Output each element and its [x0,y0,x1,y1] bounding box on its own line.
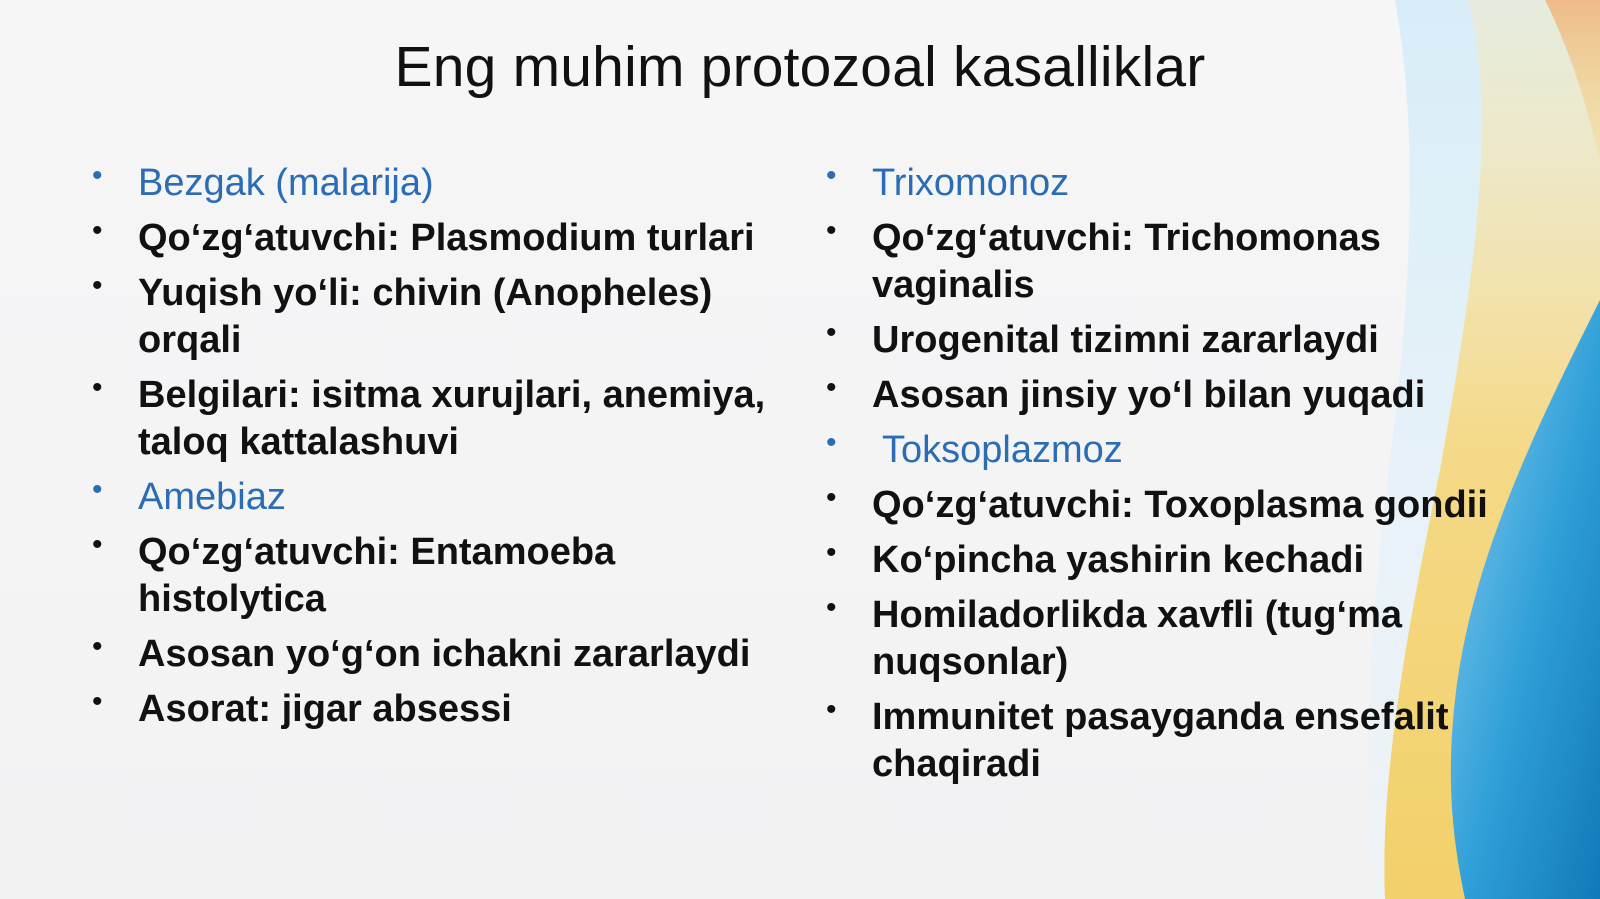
bullet-icon: • [826,536,837,569]
item-text: Asosan jinsiy yo‘l bilan yuqadi [872,374,1426,416]
item-text: Yuqish yo‘li: chivin (Anopheles) orqali [138,272,713,361]
bullet-icon: • [92,528,103,561]
item-text: Qo‘zg‘atuvchi: Trichomonas vaginalis [872,217,1381,306]
list-item [92,686,772,733]
bullet-icon: • [92,371,103,404]
bullet-icon: • [826,426,837,459]
item-text: Immunitet pasayganda ensefalit chaqiradi [872,696,1449,785]
bullet-icon: • [92,630,103,663]
list-item [92,215,772,262]
bullet-icon: • [826,371,837,404]
bullet-icon: • [92,159,103,192]
item-text: Trixomonoz [872,162,1070,204]
list-item [92,631,772,678]
list-item-heading [92,160,772,207]
bullet-icon: • [92,269,103,302]
bullet-icon: • [826,159,837,192]
item-text: Bezgak (malarija) [138,162,434,204]
list-item [826,215,1506,309]
bullet-icon: • [826,316,837,349]
bullet-icon: • [826,214,837,247]
list-item [92,529,772,623]
list-item [826,482,1506,529]
slide-title: Eng muhim protozoal kasalliklar [394,35,1206,99]
list-item-heading [826,160,1506,207]
list-item [826,537,1506,584]
left-bullet-list [92,160,772,741]
item-text: Qo‘zg‘atuvchi: Entamoeba histolytica [138,531,616,620]
list-item-heading [92,474,772,521]
list-item [826,317,1506,364]
item-text: Asorat: jigar absessi [138,688,512,730]
item-text: Amebiaz [138,476,286,518]
item-text: Homiladorlikda xavfli (tug‘ma nuqsonlar) [872,594,1402,683]
item-text: Asosan yo‘g‘on ichakni zararlaydi [138,633,751,675]
bullet-icon: • [92,685,103,718]
bullet-icon: • [92,473,103,506]
item-text: Urogenital tizimni zararlaydi [872,319,1379,361]
list-item [92,270,772,364]
list-item [92,372,772,466]
item-text: Qo‘zg‘atuvchi: Toxoplasma gondii [872,484,1488,526]
bullet-icon: • [92,214,103,247]
bullet-icon: • [826,693,837,726]
bullet-icon: • [826,481,837,514]
list-item [826,592,1506,686]
right-bullet-list [826,160,1506,796]
bullet-icon: • [826,591,837,624]
item-text: Qo‘zg‘atuvchi: Plasmodium turlari [138,217,755,259]
item-text: Ko‘pincha yashirin kechadi [872,539,1365,581]
item-text: Toksoplazmoz [882,429,1123,471]
list-item-heading [826,427,1506,474]
list-item [826,372,1506,419]
list-item [826,694,1506,788]
item-text: Belgilari: isitma xurujlari, anemiya, taloq kattalashuvi [138,374,766,463]
